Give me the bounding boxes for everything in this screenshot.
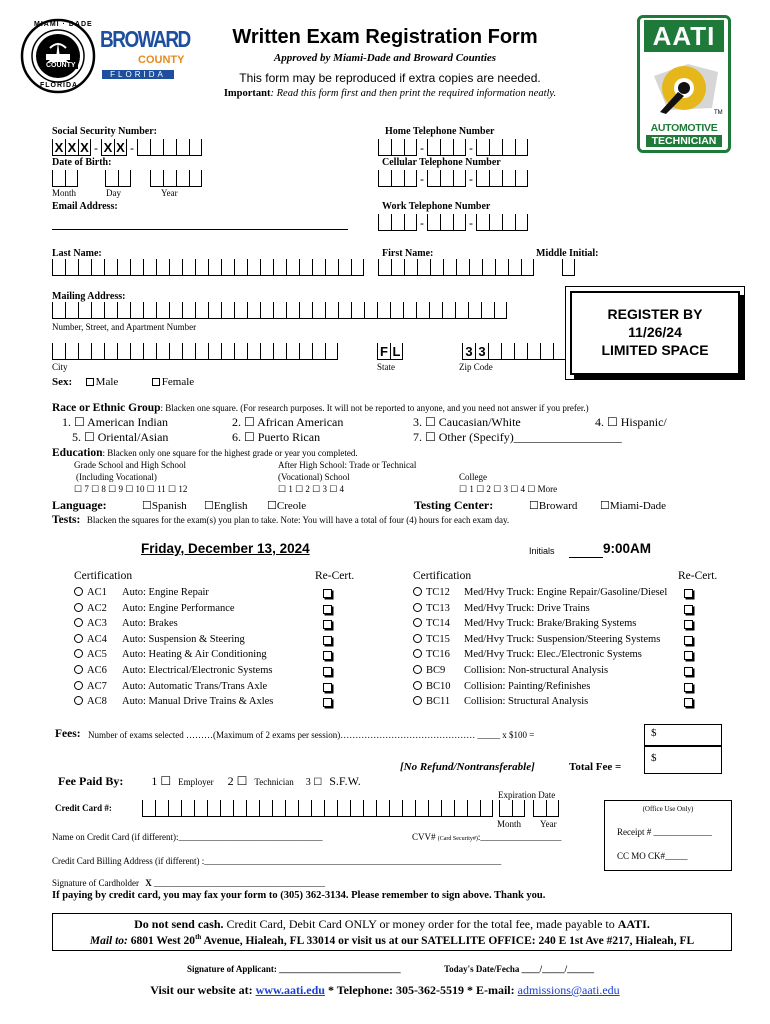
cert-row[interactable] xyxy=(74,649,107,660)
cert-name: Auto: Engine Repair xyxy=(122,587,209,598)
office-use-box xyxy=(604,800,732,871)
important-label: Important xyxy=(223,88,271,99)
testing-miami[interactable]: ☐Miami-Dade xyxy=(600,500,667,512)
edu-college-1: College xyxy=(459,472,487,482)
edu-ah-2: (Vocational) School xyxy=(278,472,350,482)
cell-phone-label: Cellular Telephone Number xyxy=(382,157,501,168)
mail-to: Mail to: xyxy=(89,934,128,947)
billing-address[interactable]: Credit Card Billing Address (if different) :__________________________________________________________________ xyxy=(52,856,502,866)
ssn-label: Social Security Number: xyxy=(52,126,157,137)
recert-head-left: Re-Cert. xyxy=(315,570,355,582)
cert-code: AC6 xyxy=(87,665,107,676)
cert-row[interactable] xyxy=(74,603,107,614)
cert-row[interactable] xyxy=(413,665,445,676)
cert-radio[interactable] xyxy=(413,681,422,690)
language-creole[interactable]: ☐Creole xyxy=(267,500,307,512)
office-title: (Office Use Only) xyxy=(642,805,694,813)
cert-name: Auto: Brakes xyxy=(122,618,178,630)
street-field[interactable] xyxy=(52,302,507,319)
credit-card-label: Credit Card #: xyxy=(55,803,112,813)
applicant-signature[interactable]: Signature of Applicant: ___________________________ xyxy=(187,964,401,974)
credit-card-field[interactable] xyxy=(142,800,493,817)
month-caption: Month xyxy=(52,188,77,198)
fee-paid-row xyxy=(58,774,361,789)
cert-code: AC5 xyxy=(87,649,107,661)
broward-word: BROWARD xyxy=(100,27,190,53)
edu-gs-2: (Including Vocational) xyxy=(76,472,157,482)
broward-county-word: COUNTY xyxy=(138,54,185,66)
important-text: : Read this form first and then print the required information neatly. xyxy=(270,88,557,99)
cert-head-left: Certification xyxy=(74,570,133,582)
aati-technician: TECHNICIAN xyxy=(646,135,722,147)
cert-name: Collision: Structural Analysis xyxy=(464,696,589,708)
zip-digit: 3 xyxy=(475,343,488,360)
tests-label: Tests: xyxy=(52,514,81,526)
female-checkbox[interactable] xyxy=(152,378,160,386)
cvv-line: :__________________ xyxy=(477,832,562,842)
cert-code: AC1 xyxy=(87,587,107,598)
cert-name: Med/Hvy Truck: Drive Trains xyxy=(464,602,590,614)
cert-name: Auto: Automatic Trans/Trans Axle xyxy=(122,680,268,692)
seal-top-text: MIAMI · DADE xyxy=(34,21,93,28)
cert-name: Med/Hvy Truck: Engine Repair/Gasoline/Diesel xyxy=(464,587,668,598)
male-checkbox[interactable] xyxy=(86,378,94,386)
state-caption: State xyxy=(377,362,395,372)
cert-radio[interactable] xyxy=(74,649,83,658)
ssn-digit: X xyxy=(78,139,91,156)
cert-row[interactable] xyxy=(413,618,450,629)
register-line1: REGISTER BY xyxy=(607,306,703,322)
recert-head-right: Re-Cert. xyxy=(678,570,718,582)
language-spanish[interactable]: ☐Spanish xyxy=(142,500,187,512)
cert-row[interactable] xyxy=(74,665,107,676)
mail-box xyxy=(52,913,732,951)
race-option-4[interactable]: 4. ☐ Hispanic/ xyxy=(595,415,667,429)
sex-label: Sex: xyxy=(52,376,73,388)
zip-caption: Zip Code xyxy=(459,362,493,372)
race-option-6[interactable]: 6. ☐ Puerto Rican xyxy=(232,430,321,444)
education-header xyxy=(52,447,358,459)
cert-code: AC4 xyxy=(87,633,107,645)
cert-code: TC12 xyxy=(426,587,450,598)
state-letter: L xyxy=(390,343,403,360)
cert-radio[interactable] xyxy=(74,618,83,627)
education-label: Education xyxy=(52,447,103,459)
edu-ah-1: After High School: Trade or Technical xyxy=(278,460,417,470)
city-caption: City xyxy=(52,362,68,372)
paid-employer: Employer xyxy=(178,777,214,787)
recert-checkbox[interactable] xyxy=(323,620,332,629)
total-fee-dollar: $ xyxy=(651,752,657,764)
tests-header xyxy=(52,514,509,526)
recert-checkbox[interactable] xyxy=(684,589,693,598)
cert-code: BC9 xyxy=(426,665,446,676)
male-label: Male xyxy=(95,376,119,388)
first-name-label: First Name: xyxy=(382,248,434,259)
address-part1: 6801 West 20 xyxy=(130,934,196,947)
cert-radio[interactable] xyxy=(413,649,422,658)
sig-line: ______________________________________ xyxy=(153,878,325,888)
cert-radio[interactable] xyxy=(413,665,422,674)
zip-digit: 3 xyxy=(462,343,475,360)
cert-radio[interactable] xyxy=(413,587,422,596)
language-english[interactable]: ☐English xyxy=(204,500,248,512)
cert-row[interactable] xyxy=(413,603,450,614)
race-label: Race or Ethnic Group xyxy=(52,402,161,414)
home-phone-label: Home Telephone Number xyxy=(385,126,495,137)
race-option-5[interactable]: 5. ☐ Oriental/Asian xyxy=(72,430,169,444)
recert-checkbox[interactable] xyxy=(684,620,693,629)
form-title: Written Exam Registration Form xyxy=(232,26,538,48)
ssn-digit: X xyxy=(114,139,127,156)
todays-date[interactable]: Today's Date/Fecha ____/_____/______ xyxy=(444,964,595,974)
fee-amount-dollar: $ xyxy=(651,727,657,739)
cert-row[interactable] xyxy=(74,681,107,692)
cert-code: AC2 xyxy=(87,602,107,614)
recert-checkbox[interactable] xyxy=(684,651,693,660)
cert-radio[interactable] xyxy=(74,634,83,643)
email-label: Email Address: xyxy=(52,201,118,212)
office-codes: CC MO CK#_____ xyxy=(617,851,688,861)
work-phone-field[interactable]: - - xyxy=(378,214,528,231)
cert-radio[interactable] xyxy=(74,681,83,690)
no-refund: [No Refund/Nontransferable] xyxy=(400,761,535,773)
cert-code: TC15 xyxy=(426,633,450,645)
initials-field[interactable] xyxy=(569,546,603,558)
cert-name: Med/Hvy Truck: Brake/Braking Systems xyxy=(464,618,637,630)
office-receipt: Receipt # _____________ xyxy=(617,827,712,837)
cert-head-right: Certification xyxy=(413,570,472,582)
recert-checkbox[interactable] xyxy=(323,651,332,660)
cert-row[interactable] xyxy=(413,634,450,645)
dob-year-field[interactable] xyxy=(150,170,202,187)
cert-radio[interactable] xyxy=(413,696,422,705)
address-part2: Avenue, Hialeah, FL 33014 or visit us at our SATELLITE OFFICE: 240 E 1st Ave #217, Hialeah, FL xyxy=(201,934,695,947)
recert-checkbox[interactable] xyxy=(323,589,332,598)
recert-checkbox[interactable] xyxy=(323,683,332,692)
important-line xyxy=(0,88,770,99)
paid-technician: Technician xyxy=(254,777,294,787)
address-line xyxy=(53,933,731,947)
website-link[interactable]: www.aati.edu xyxy=(255,983,325,997)
race-header xyxy=(52,402,589,414)
sig-x: X xyxy=(145,878,152,888)
zip-field[interactable] xyxy=(462,343,566,360)
state-field[interactable] xyxy=(377,343,403,360)
initials-label: Initials xyxy=(529,546,555,556)
cert-name: Auto: Engine Performance xyxy=(122,602,235,614)
ssn-digit: X xyxy=(52,139,65,156)
cert-name: Auto: Manual Drive Trains & Axles xyxy=(122,696,274,708)
cert-row[interactable] xyxy=(413,681,451,692)
race-option-3[interactable]: 3. ☐ Caucasian/White xyxy=(413,415,521,429)
cert-radio[interactable] xyxy=(74,696,83,705)
education-note: : Blacken only one square for the highest grade or year you completed. xyxy=(102,448,358,458)
race-option-1[interactable]: 1. ☐ American Indian xyxy=(62,415,169,429)
cert-code: TC16 xyxy=(426,649,450,661)
home-phone-field[interactable]: - - xyxy=(378,139,528,156)
cert-code: BC10 xyxy=(426,680,451,692)
edu-college-options[interactable]: ☐ 1 ☐ 2 ☐ 3 ☐ 4 ☐ More xyxy=(459,484,558,494)
cert-row[interactable] xyxy=(413,696,450,707)
recert-checkbox[interactable] xyxy=(323,698,332,707)
edu-ah-options[interactable]: ☐ 1 ☐ 2 ☐ 3 ☐ 4 xyxy=(278,484,345,494)
work-phone-label: Work Telephone Number xyxy=(382,201,491,212)
no-cash: Do not send cash. xyxy=(134,917,224,931)
dob-label: Date of Birth: xyxy=(52,157,112,168)
ssn-digit: X xyxy=(65,139,78,156)
middle-initial-label: Middle Initial: xyxy=(536,248,599,259)
cert-radio[interactable] xyxy=(413,634,422,643)
female-label: Female xyxy=(161,376,195,388)
address-sup: th xyxy=(195,933,202,941)
mailing-label: Mailing Address: xyxy=(52,291,126,302)
aati-automotive: AUTOMOTIVE xyxy=(650,122,718,134)
recert-checkbox[interactable] xyxy=(684,698,693,707)
aati-title: AATI xyxy=(644,20,724,52)
payable-aati: AATI. xyxy=(617,917,650,931)
total-fee-label: Total Fee = xyxy=(569,761,622,773)
first-name-field[interactable] xyxy=(378,259,534,276)
phone-text: * Telephone: 305-362-5519 * E-mail: xyxy=(324,983,515,997)
payment-rest: Credit Card, Debit Card ONLY or money order for the total fee, made payable to xyxy=(223,917,618,931)
recert-checkbox[interactable] xyxy=(323,605,332,614)
cert-name: Med/Hvy Truck: Suspension/Steering Systems xyxy=(464,633,661,645)
seal-mid-text: COUNTY xyxy=(46,62,76,69)
paid-option-2[interactable]: 2 ☐ xyxy=(227,774,248,788)
cert-radio[interactable] xyxy=(413,618,422,627)
seal-bottom-text: FLORIDA xyxy=(40,82,79,89)
cvv-small: (Card Security#) xyxy=(437,836,478,842)
cert-row[interactable] xyxy=(74,618,107,629)
reproduce-line: This form may be reproduced if extra copies are needed. xyxy=(239,71,541,85)
register-line3: LIMITED SPACE xyxy=(601,342,709,358)
ssn-digit: X xyxy=(101,139,114,156)
cert-radio[interactable] xyxy=(74,665,83,674)
state-letter: F xyxy=(377,343,390,360)
payment-line xyxy=(53,917,731,932)
cvv-row[interactable] xyxy=(412,832,561,842)
cert-row[interactable] xyxy=(413,587,450,598)
cert-radio[interactable] xyxy=(413,603,422,612)
cert-code: AC3 xyxy=(87,618,107,630)
cert-name: Auto: Electrical/Electronic Systems xyxy=(122,665,273,676)
email-link[interactable]: admissions@aati.edu xyxy=(517,983,620,997)
ssn-field[interactable]: X X X - X X - xyxy=(52,139,202,156)
approved-line: Approved by Miami-Dade and Broward Counties xyxy=(273,52,497,64)
cert-code: AC8 xyxy=(87,696,107,708)
visit-label: Visit our website at: xyxy=(150,983,253,997)
cert-radio[interactable] xyxy=(74,587,83,596)
cert-name: Med/Hvy Truck: Elec./Electronic Systems xyxy=(464,649,642,661)
register-by-box xyxy=(565,286,751,386)
fax-note: If paying by credit card, you may fax your form to (305) 362-3134. Please remember to sign above. Thank you. xyxy=(52,890,546,901)
recert-checkbox[interactable] xyxy=(684,683,693,692)
street-caption: Number, Street, and Apartment Number xyxy=(52,322,197,332)
edu-gs-options[interactable]: ☐ 7 ☐ 8 ☐ 9 ☐ 10 ☐ 11 ☐ 12 xyxy=(74,484,188,494)
cert-row[interactable] xyxy=(74,634,107,645)
cert-code: BC11 xyxy=(426,696,451,708)
fees-text: Number of exams selected ………(Maximum of 2 exams per session)……………………………………… _____ x $100 = xyxy=(88,730,535,740)
cert-name: Auto: Suspension & Steering xyxy=(122,633,245,645)
recert-checkbox[interactable] xyxy=(684,667,693,676)
cert-code: TC14 xyxy=(426,618,450,630)
name-on-card[interactable]: Name on Credit Card (if different):________________________________ xyxy=(52,832,323,842)
paid-option-1[interactable]: 1 ☐ xyxy=(151,774,172,788)
race-option-7[interactable]: 7. ☐ Other (Specify)__________________ xyxy=(413,430,622,444)
cert-row[interactable] xyxy=(74,587,107,598)
cert-code: TC13 xyxy=(426,602,450,614)
sig-holder-label: Signature of Cardholder xyxy=(52,878,139,888)
cert-name: Collision: Non-structural Analysis xyxy=(464,665,609,676)
last-name-field[interactable] xyxy=(52,259,364,276)
email-field[interactable] xyxy=(52,218,348,230)
recert-checkbox[interactable] xyxy=(323,667,332,676)
cert-radio[interactable] xyxy=(74,603,83,612)
dob-day-field[interactable] xyxy=(105,170,131,187)
edu-gs-1: Grade School and High School xyxy=(74,460,186,470)
cert-name: Auto: Heating & Air Conditioning xyxy=(122,649,267,661)
year-caption: Year xyxy=(161,188,178,198)
paid-option-3[interactable]: 3 ☐ xyxy=(305,777,323,788)
race-option-2[interactable]: 2. ☐ African American xyxy=(232,415,344,429)
exp-month-caption: Month xyxy=(497,819,522,829)
fee-paid-label: Fee Paid By: xyxy=(58,774,124,788)
tests-note: Blacken the squares for the exam(s) you plan to take. Note: You will have a total of four (4) hours for each exam day. xyxy=(86,515,510,525)
cert-code: AC7 xyxy=(87,680,107,692)
cert-name: Collision: Painting/Refinishes xyxy=(464,680,591,692)
day-caption: Day xyxy=(106,188,121,198)
recert-checkbox[interactable] xyxy=(684,636,693,645)
recert-checkbox[interactable] xyxy=(684,605,693,614)
broward-florida-bar: FLORIDA xyxy=(102,70,174,79)
expiration-label: Expiration Date xyxy=(498,790,556,800)
exam-time: 9:00AM xyxy=(603,541,652,556)
testing-center-label: Testing Center: xyxy=(414,498,494,512)
aati-tm: TM xyxy=(714,110,723,116)
cardholder-signature[interactable] xyxy=(52,878,325,888)
footer-line xyxy=(0,983,770,998)
testing-broward[interactable]: ☐Broward xyxy=(529,500,578,512)
cvv-label: CVV# xyxy=(412,832,436,842)
language-label: Language: xyxy=(52,498,107,512)
city-field[interactable] xyxy=(52,343,338,360)
cell-phone-field[interactable]: - - xyxy=(378,170,528,187)
sex-row xyxy=(52,376,194,388)
cert-row[interactable] xyxy=(74,696,107,707)
exp-year-caption: Year xyxy=(540,819,557,829)
register-line2: 11/26/24 xyxy=(628,324,682,340)
paid-sfw: S.F.W. xyxy=(329,774,361,788)
middle-initial-field[interactable] xyxy=(562,259,575,276)
fees-label: Fees: xyxy=(55,728,81,740)
cert-row[interactable] xyxy=(413,649,450,660)
recert-checkbox[interactable] xyxy=(323,636,332,645)
dob-month-field[interactable] xyxy=(52,170,78,187)
race-note: : Blacken one square. (For research purposes. It will not be reported to anyone, and you need not answer if you prefer.) xyxy=(160,403,589,413)
expiration-field[interactable] xyxy=(499,800,559,817)
last-name-label: Last Name: xyxy=(52,248,102,259)
exam-date: Friday, December 13, 2024 xyxy=(141,541,310,556)
